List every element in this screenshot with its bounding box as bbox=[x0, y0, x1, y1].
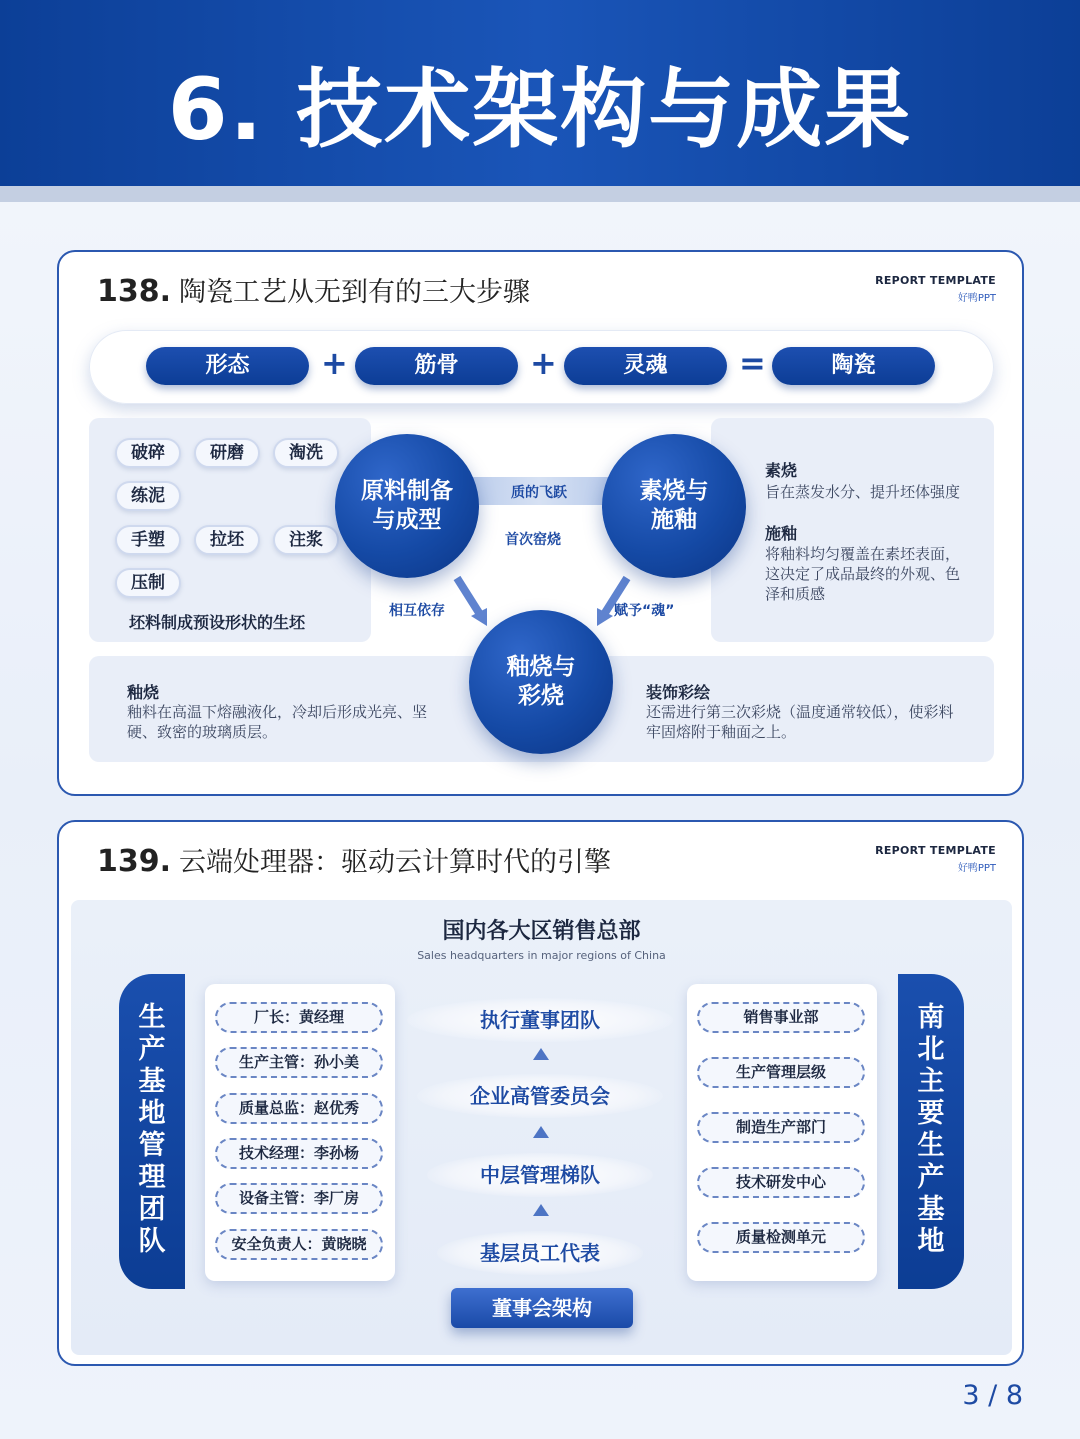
interdependent-label: 相互依存 bbox=[389, 603, 445, 619]
up-arrow-icon bbox=[533, 1126, 549, 1138]
tag-crush: 破碎 bbox=[115, 438, 181, 468]
card-number: 139. bbox=[97, 844, 172, 879]
first-firing-label: 首次窑烧 bbox=[505, 532, 561, 548]
card-number: 138. bbox=[97, 274, 172, 309]
left-bar-text: 生产基地管理团队 bbox=[138, 1002, 166, 1257]
glaze-firing-text: 釉料在高温下熔融液化，冷却后形成光亮、坚硬、致密的玻璃质层。 bbox=[127, 703, 428, 741]
list-item: 技术经理：李孙杨 bbox=[215, 1138, 383, 1169]
card-title bbox=[97, 270, 530, 309]
report-template-label: REPORT TEMPLATE bbox=[875, 844, 996, 857]
arrow-left-icon bbox=[451, 572, 491, 628]
tag-throw: 拉坯 bbox=[194, 525, 260, 555]
right-vertical-bar bbox=[898, 974, 964, 1289]
card-ceramic-process bbox=[57, 250, 1024, 796]
list-item: 厂长：黄经理 bbox=[215, 1002, 383, 1033]
right-dept-list bbox=[687, 984, 877, 1281]
glaze-firing-heading: 釉烧 bbox=[127, 683, 160, 702]
report-template-tag bbox=[875, 844, 996, 874]
report-template-tag bbox=[875, 274, 996, 304]
formula-item-ceramic: 陶瓷 bbox=[772, 347, 935, 385]
page-title: 6. 技术架构与成果 bbox=[167, 60, 913, 160]
card-heading: 陶瓷工艺从无到有的三大步骤 bbox=[179, 277, 531, 308]
bisque-heading: 素烧 bbox=[765, 461, 798, 480]
page-number: 3 / 8 bbox=[962, 1380, 1023, 1411]
bisque-text: 旨在蒸发水分、提升坯体强度 bbox=[765, 483, 961, 501]
stack-level-staff: 基层员工代表 bbox=[437, 1231, 643, 1275]
header-strip bbox=[0, 186, 1080, 202]
formula-item-soul: 灵魂 bbox=[564, 347, 727, 385]
center-title: 国内各大区销售总部 bbox=[442, 919, 641, 944]
glazing-heading: 施釉 bbox=[765, 524, 798, 543]
tag-grind: 研磨 bbox=[194, 438, 260, 468]
plus-sign: + bbox=[321, 344, 348, 382]
circle-raw-material: 原料制备 与成型 bbox=[335, 434, 479, 578]
equals-sign: = bbox=[739, 344, 766, 382]
left-panel bbox=[89, 418, 371, 642]
formula-item-form: 形态 bbox=[146, 347, 309, 385]
board-structure-label: 董事会架构 bbox=[451, 1288, 633, 1328]
leap-label: 质的飞跃 bbox=[511, 485, 567, 501]
stack-level-middle: 中层管理梯队 bbox=[427, 1153, 653, 1197]
list-item: 生产管理层级 bbox=[697, 1057, 865, 1088]
tag-wash: 淘洗 bbox=[273, 438, 339, 468]
right-bar-text: 南北主要生产基地 bbox=[917, 1002, 945, 1257]
formula-item-bone: 筋骨 bbox=[355, 347, 518, 385]
right-panel bbox=[711, 418, 994, 642]
card-heading: 云端处理器：驱动云计算时代的引擎 bbox=[179, 847, 612, 878]
list-item: 安全负责人：黄晓晓 bbox=[215, 1229, 383, 1260]
list-item: 技术研发中心 bbox=[697, 1167, 865, 1198]
list-item: 质量检测单元 bbox=[697, 1222, 865, 1253]
brand-label: 好鸭PPT bbox=[957, 863, 996, 874]
circle-bisque-glaze: 素烧与 施釉 bbox=[602, 434, 746, 578]
list-item: 设备主管：李厂房 bbox=[215, 1183, 383, 1214]
left-caption: 坯料制成预设形状的生坯 bbox=[129, 613, 306, 632]
decoration-text: 还需进行第三次彩烧（温度通常较低），使彩料牢固熔附于釉面之上。 bbox=[646, 703, 954, 741]
left-staff-list bbox=[205, 984, 395, 1281]
tag-press: 压制 bbox=[115, 568, 181, 598]
soul-label: 赋予“魂” bbox=[614, 603, 675, 619]
list-item: 生产主管：孙小美 bbox=[215, 1047, 383, 1078]
card-org-structure bbox=[57, 820, 1024, 1366]
center-subtitle: Sales headquarters in major regions of China bbox=[417, 949, 666, 962]
circle-glaze-firing: 釉烧与 彩烧 bbox=[469, 610, 613, 754]
decoration-heading: 装饰彩绘 bbox=[646, 683, 711, 702]
brand-label: 好鸭PPT bbox=[957, 293, 996, 304]
tag-slipcast: 注浆 bbox=[273, 525, 339, 555]
glazing-text: 将釉料均匀覆盖在素坯表面，这决定了成品最终的外观、色泽和质感 bbox=[765, 545, 961, 603]
plus-sign: + bbox=[530, 344, 557, 382]
card-title bbox=[97, 840, 611, 879]
tag-knead: 练泥 bbox=[115, 481, 181, 511]
up-arrow-icon bbox=[533, 1204, 549, 1216]
list-item: 制造生产部门 bbox=[697, 1112, 865, 1143]
list-item: 销售事业部 bbox=[697, 1002, 865, 1033]
tag-handshape: 手塑 bbox=[115, 525, 181, 555]
up-arrow-icon bbox=[533, 1048, 549, 1060]
left-vertical-bar bbox=[119, 974, 185, 1289]
stack-level-executive: 执行董事团队 bbox=[407, 998, 673, 1042]
report-template-label: REPORT TEMPLATE bbox=[875, 274, 996, 287]
list-item: 质量总监：赵优秀 bbox=[215, 1093, 383, 1124]
stack-level-senior: 企业高管委员会 bbox=[417, 1074, 663, 1118]
formula-bar bbox=[89, 330, 994, 404]
